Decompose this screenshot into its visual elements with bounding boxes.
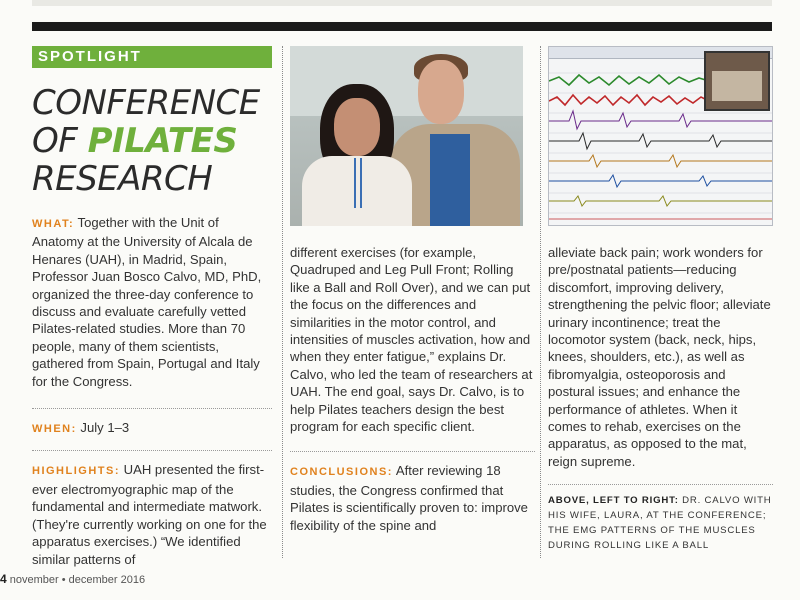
conclusions-label: CONCLUSIONS: [290,466,393,479]
conclusions-paragraph [290,451,535,534]
emg-screenshot [548,46,773,226]
headline-line1: CONFERENCE [32,83,260,123]
column-divider [540,46,541,558]
page-number: 4 [0,572,7,586]
what-text: Together with the Unit of Anatomy at the University of Alcala de Henares (UAH), in Madrid, Spain, Professor Juan Bosco Calvo, MD, PhD, organized the three-day conference to discuss and evaluate carefully vetted Pilates-related studies. More than 70 people, many of them scientists, gathered from Spain, Portugal and Italy for the Congress. [32,215,262,389]
headline-line3: RESEARCH [32,159,213,199]
column-divider [282,46,283,558]
highlights-label: HIGHLIGHTS: [32,465,120,478]
when-text: July 1–3 [76,420,130,436]
highlights-text: UAH presented the first-ever electromyographic map of the fundamental and intermediate matwork. (They're currently working on one for the apparatus exercises.) “We identified similar patterns of [32,462,267,567]
when-paragraph [32,408,272,438]
highlights-paragraph [32,450,272,567]
page-footer [0,572,145,586]
column-3-text: alleviate back pain; work wonders for pre/postnatal patients—reducing discomfort, improving delivery, strengthening the pelvic floor; alleviate urinary incontinence; treat the locomotor system (back, neck, hips, knees, shoulders, etc.), as well as fibromyalgia, osteoporosis and postural issues; and enhance the performance of athletes. When it comes to rehab, exercises on the apparatus, as opposed to the mat, reign supreme. [548,245,771,469]
issue-date: november • december 2016 [6,574,146,586]
photo-caption [548,484,773,553]
when-label: WHEN: [32,423,77,436]
header-rule [32,22,772,31]
conference-photo [290,46,523,226]
column-2 [290,46,535,534]
top-strip [32,0,772,6]
caption-text: DR. CALVO WITH HIS WIFE, LAURA, AT THE CONFERENCE; THE EMG PATTERNS OF THE MUSCLES DURING ROLLING LIKE A BALL [548,495,772,552]
headline-line2: OF PILATES [32,121,238,161]
headline-accent: PILATES [87,121,238,161]
column-2-text: different exercises (for example, Quadruped and Leg Pull Front; Rolling like a Ball and Roll Over), and we can put the focus on the differences and similarities in the motor control, and intensities of muscles activation, how and when they enter fatigue,” explains Dr. Calvo, who led the team of researchers at UAH. The end goal, says Dr. Calvo, is to help Pilates teachers design the best program for each specific client. [290,245,533,435]
section-label: SPOTLIGHT [32,46,272,68]
column-3 [548,46,773,553]
caption-label: ABOVE, LEFT TO RIGHT: [548,495,679,507]
what-label: WHAT: [32,218,75,230]
what-paragraph [32,214,272,390]
column-1 [32,46,272,568]
emg-video-inset [704,51,770,111]
headline [32,84,272,198]
conclusions-text: After reviewing 18 studies, the Congress confirmed that Pilates is scientifically proven to: improve flexibility of the spine and [290,463,528,533]
